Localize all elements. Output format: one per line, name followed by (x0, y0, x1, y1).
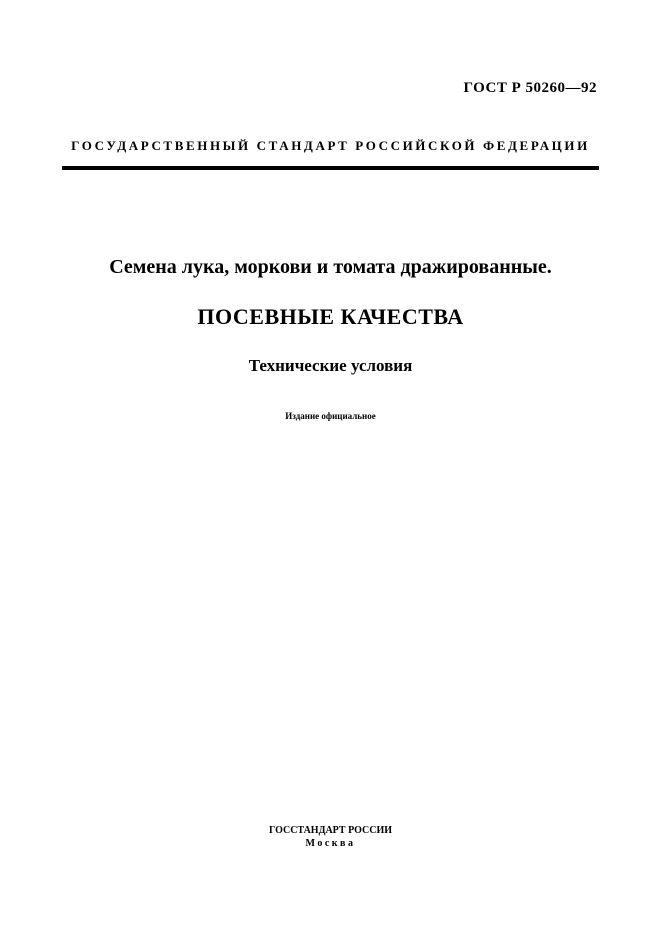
document-subtitle: Технические условия (248, 356, 413, 375)
standard-header: ГОСУДАРСТВЕННЫЙ СТАНДАРТ РОССИЙСКОЙ ФЕДЕРАЦИИ (71, 138, 590, 153)
edition-note: Издание официальное (285, 411, 376, 421)
document-code: ГОСТ Р 50260—92 (463, 80, 597, 96)
publisher-city: Москва (305, 838, 356, 849)
document-title-uppercase: ПОСЕВНЫЕ КАЧЕСТВА (197, 304, 464, 329)
publisher-name: ГОССТАНДАРТ РОССИИ (268, 825, 393, 836)
document-title: Семена лука, моркови и томата дражированные. (109, 256, 552, 278)
header-rule (62, 166, 599, 170)
